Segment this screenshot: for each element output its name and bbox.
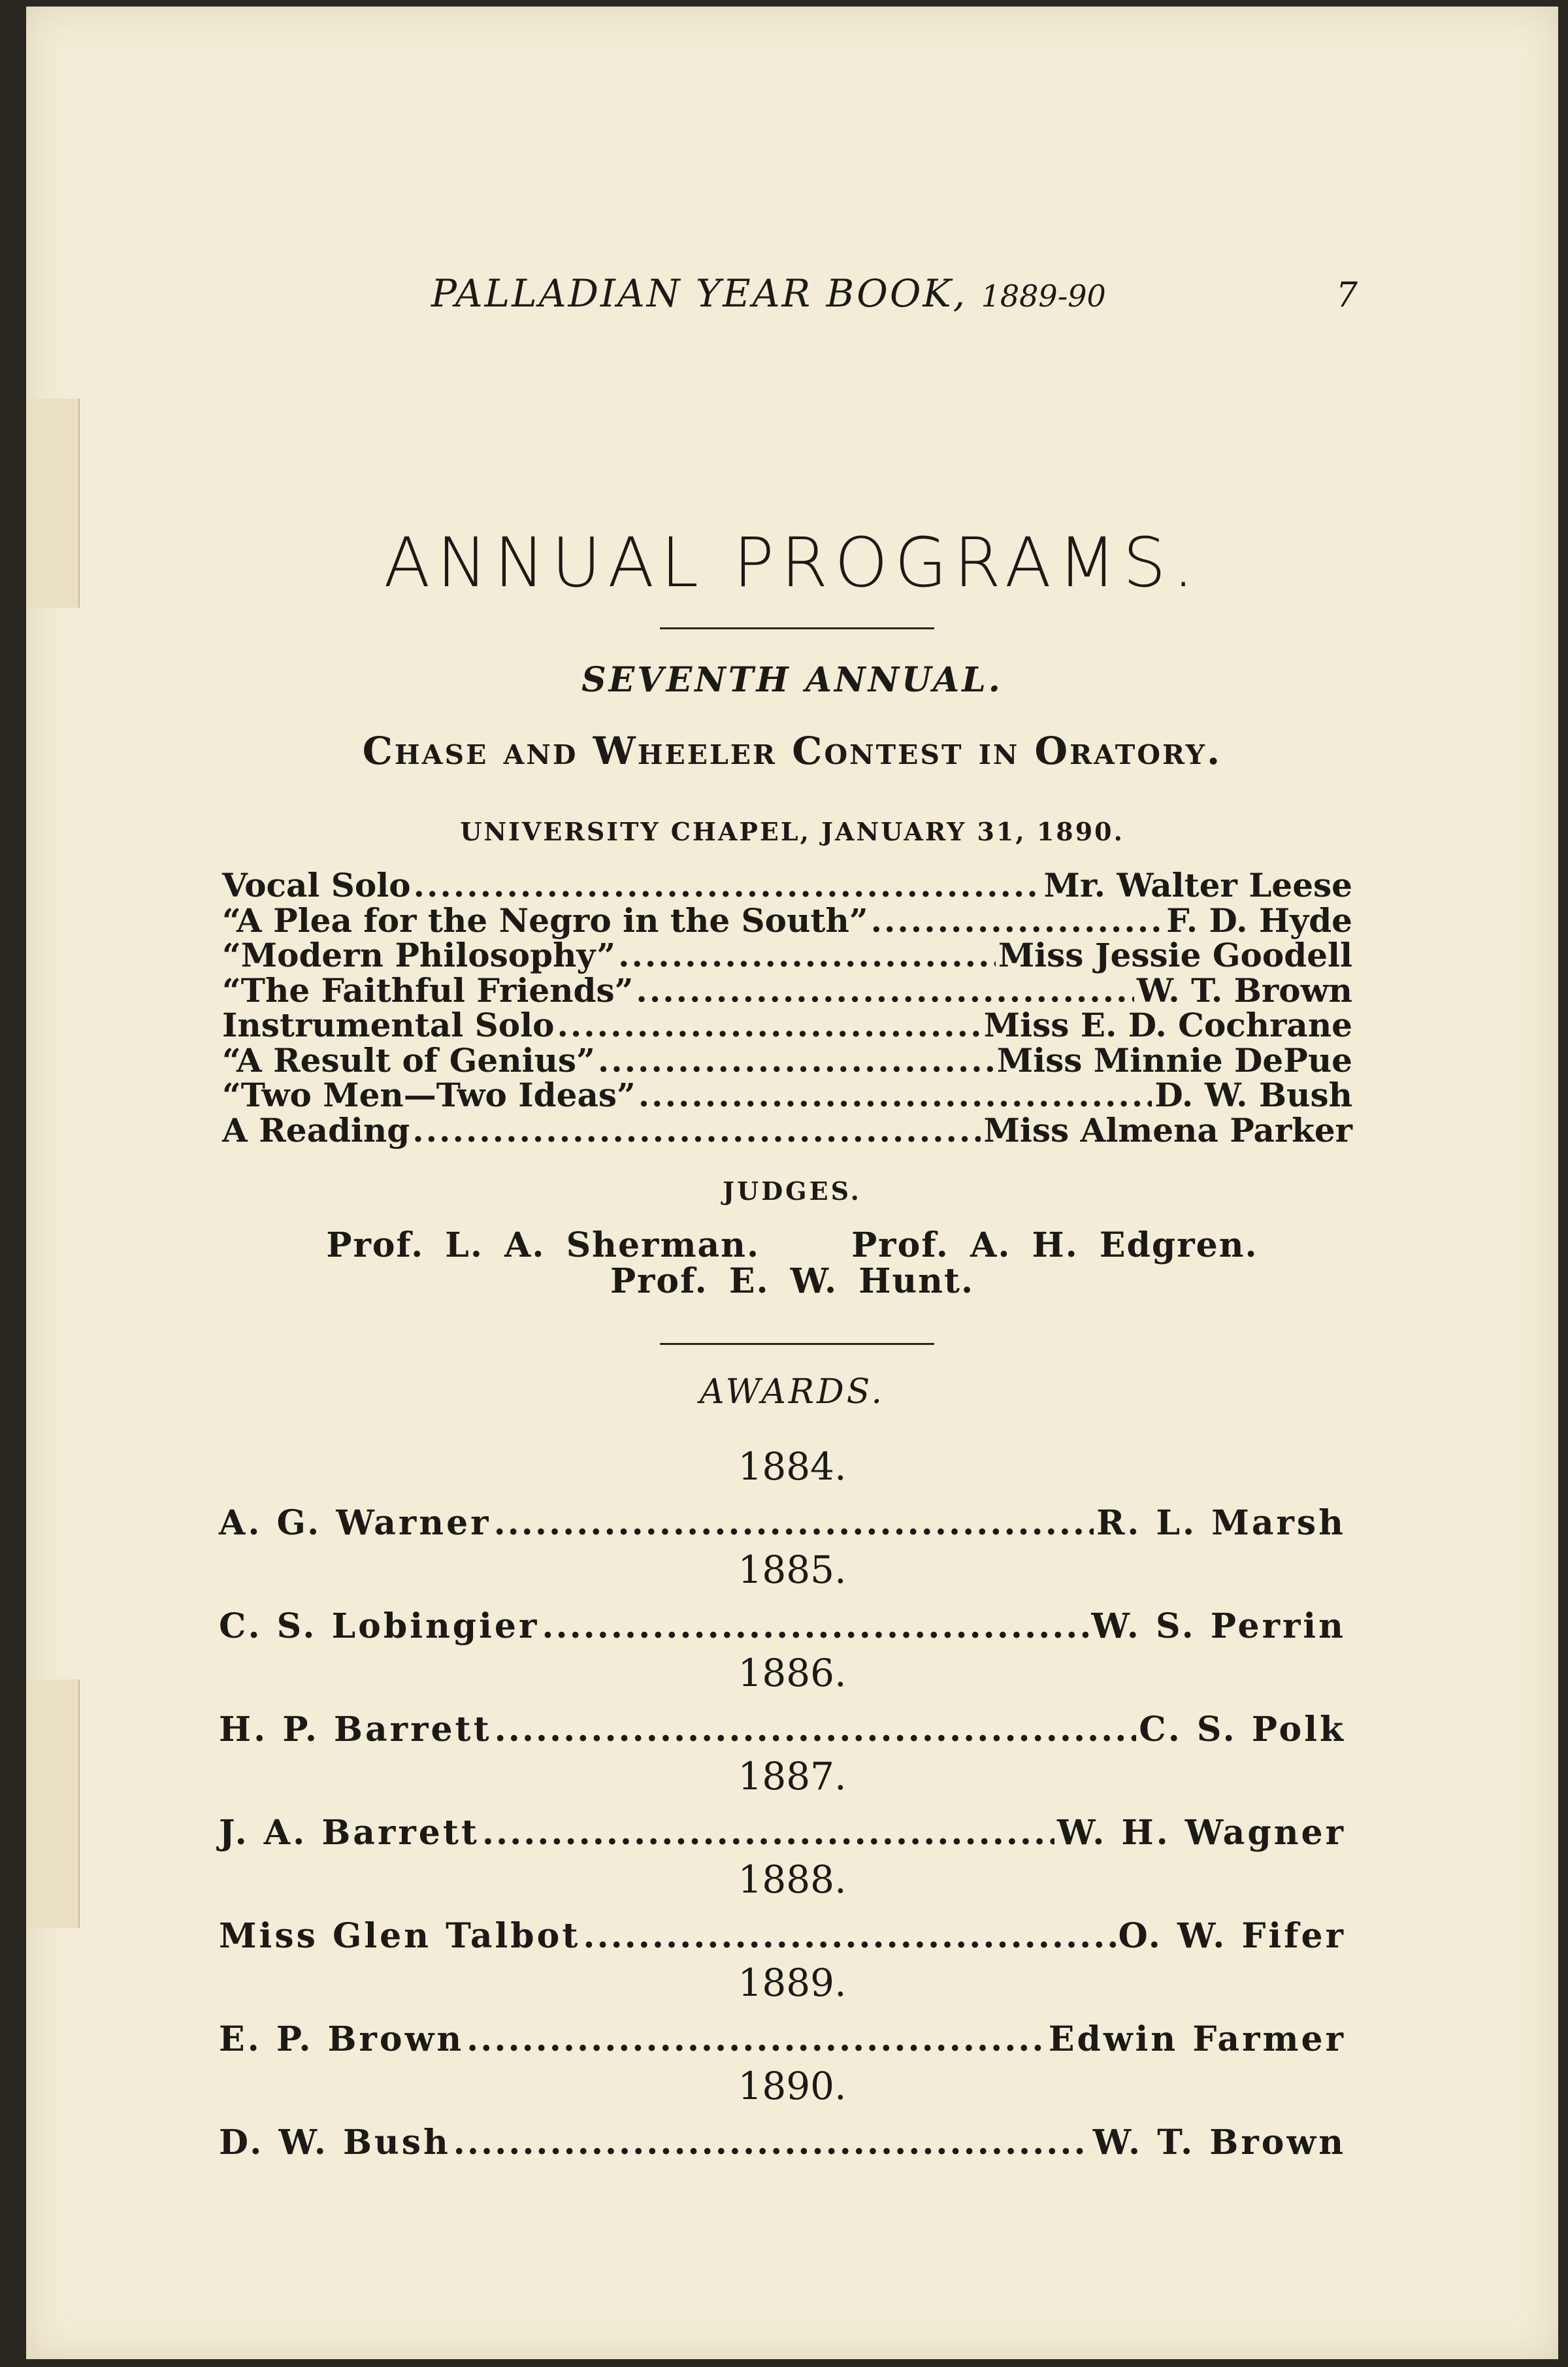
running-years: 1889-90 xyxy=(981,278,1106,314)
program-list xyxy=(222,868,1352,1148)
dot-leader xyxy=(482,1813,1054,1853)
divider-rule xyxy=(660,627,934,629)
award-year: 1885. xyxy=(738,1548,847,1592)
running-title: PALLADIAN YEAR BOOK, xyxy=(431,271,968,316)
program-row xyxy=(222,1078,1352,1113)
award-first: J. A. Barrett xyxy=(219,1813,480,1853)
judges-line-2 xyxy=(26,1261,1558,1301)
award-year: 1887. xyxy=(738,1754,847,1798)
judge-name: Prof. A. H. Edgren. xyxy=(851,1225,1258,1265)
dot-leader xyxy=(542,1606,1088,1646)
award-row xyxy=(219,1710,1346,1749)
award-year: 1886. xyxy=(738,1651,847,1695)
award-row xyxy=(219,1916,1346,1956)
program-item: A Reading xyxy=(222,1110,410,1150)
dot-leader xyxy=(466,2019,1046,2059)
program-item: “Two Men—Two Ideas” xyxy=(222,1076,636,1114)
program-item: “The Faithful Friends” xyxy=(222,970,634,1010)
judge-name: Prof. E. W. Hunt. xyxy=(610,1261,975,1301)
program-performer: D. W. Bush xyxy=(1154,1076,1352,1114)
program-item: Vocal Solo xyxy=(222,866,411,904)
dot-leader xyxy=(583,1916,1115,1956)
program-performer: W. T. Brown xyxy=(1136,970,1352,1010)
program-row xyxy=(222,903,1352,938)
program-performer: Miss Almena Parker xyxy=(983,1110,1352,1150)
program-row xyxy=(222,1040,1352,1080)
judge-name: Prof. L. A. Sherman. xyxy=(326,1225,760,1265)
award-first: H. P. Barrett xyxy=(219,1710,492,1749)
award-second: O. W. Fifer xyxy=(1118,1916,1346,1956)
awards-heading: AWARDS. xyxy=(700,1372,885,1412)
award-year: 1889. xyxy=(738,1961,847,2005)
dot-leader xyxy=(494,1503,1094,1543)
award-first: E. P. Brown xyxy=(219,2019,465,2059)
program-row xyxy=(222,1008,1352,1043)
program-performer: Mr. Walter Leese xyxy=(1043,866,1352,904)
dot-leader xyxy=(495,1710,1137,1749)
dot-leader xyxy=(871,903,1164,938)
judges-heading: JUDGES. xyxy=(723,1176,862,1206)
award-first: Miss Glen Talbot xyxy=(219,1916,581,1956)
program-row xyxy=(222,1110,1352,1150)
judges-line-1 xyxy=(26,1225,1558,1265)
dot-leader xyxy=(636,973,1134,1008)
program-row xyxy=(222,868,1352,903)
program-performer: Miss Minnie DePue xyxy=(996,1040,1352,1080)
program-row xyxy=(222,938,1352,973)
program-row xyxy=(222,970,1352,1010)
contest-venue: UNIVERSITY CHAPEL, JANUARY 31, 1890. xyxy=(460,817,1124,846)
award-year: 1888. xyxy=(738,1857,847,1902)
dot-leader xyxy=(638,1078,1152,1113)
award-row xyxy=(219,2019,1346,2059)
contest-ordinal: SEVENTH ANNUAL. xyxy=(581,660,1003,700)
page-title: ANNUAL PROGRAMS. xyxy=(384,523,1201,603)
page-number: 7 xyxy=(1336,276,1358,315)
program-performer: F. D. Hyde xyxy=(1166,901,1352,940)
running-head xyxy=(431,271,1106,316)
award-second: R. L. Marsh xyxy=(1096,1503,1346,1543)
dot-leader xyxy=(557,1008,981,1043)
program-item: “Modern Philosophy” xyxy=(222,936,616,974)
dot-leader xyxy=(618,938,996,973)
award-second: Edwin Farmer xyxy=(1048,2019,1346,2059)
program-performer: Miss Jessie Goodell xyxy=(998,936,1352,974)
award-second: C. S. Polk xyxy=(1139,1710,1346,1749)
award-second: W. H. Wagner xyxy=(1056,1813,1346,1853)
award-first: C. S. Lobingier xyxy=(219,1606,540,1646)
award-year: 1890. xyxy=(738,2064,847,2108)
divider-rule xyxy=(660,1343,934,1345)
contest-title: Chase and Wheeler Contest in Oratory. xyxy=(362,729,1222,773)
award-second: W. S. Perrin xyxy=(1091,1606,1346,1646)
dot-leader xyxy=(412,1113,981,1148)
award-first: D. W. Bush xyxy=(219,2123,451,2162)
dot-leader xyxy=(453,2123,1090,2162)
dot-leader xyxy=(598,1043,994,1078)
program-performer: Miss E. D. Cochrane xyxy=(983,1006,1352,1044)
award-first: A. G. Warner xyxy=(219,1503,491,1543)
award-row xyxy=(219,1503,1346,1543)
dot-leader xyxy=(414,868,1041,903)
program-item: “A Result of Genius” xyxy=(222,1040,595,1080)
award-row xyxy=(219,1813,1346,1853)
program-item: “A Plea for the Negro in the South” xyxy=(222,901,868,940)
award-second: W. T. Brown xyxy=(1092,2123,1346,2162)
award-row xyxy=(219,2123,1346,2162)
book-page xyxy=(26,7,1558,2359)
award-year: 1884. xyxy=(738,1444,847,1489)
award-row xyxy=(219,1606,1346,1646)
program-item: Instrumental Solo xyxy=(222,1006,555,1044)
